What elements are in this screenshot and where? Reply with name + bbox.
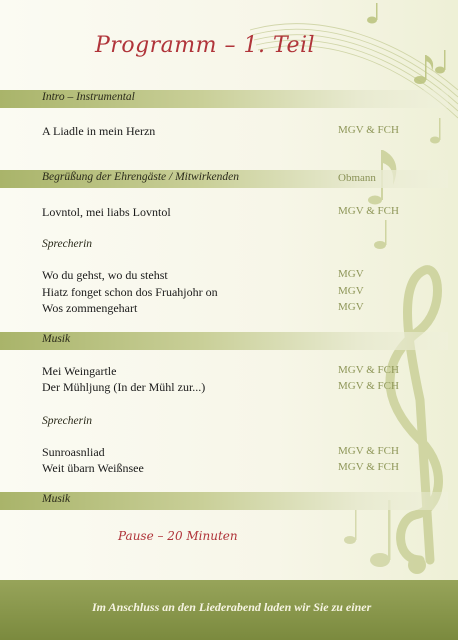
program-item-performer: MGV & FCH: [338, 205, 399, 217]
section-heading: Musik: [42, 493, 71, 505]
program-item-title: Mei Weingartle: [42, 364, 117, 378]
section-heading: Begrüßung der Ehrengäste / Mitwirkenden: [42, 171, 239, 183]
program-item-title: Sunroasnliad: [42, 445, 105, 459]
speaker-label: Sprecherin: [42, 238, 93, 250]
program-item-performer: MGV: [338, 268, 364, 280]
music-note-icon: [344, 500, 391, 567]
program-item-title: Weit übarn Weißnsee: [42, 461, 144, 475]
footer-band: [0, 580, 458, 640]
section-heading-right: Obmann: [338, 172, 376, 184]
program-item-performer: MGV & FCH: [338, 461, 399, 473]
program-item-performer: MGV & FCH: [338, 445, 399, 457]
section-band: [0, 90, 448, 108]
footer-text: Im Anschluss an den Liederabend laden wir Sie zu einer: [92, 600, 372, 614]
program-item-performer: MGV: [338, 301, 364, 313]
program-item-performer: MGV & FCH: [338, 364, 399, 376]
section-band: [0, 170, 448, 188]
program-item-title: Lovntol, mei liabs Lovntol: [42, 205, 171, 219]
section-heading: Intro – Instrumental: [42, 91, 135, 103]
section-band: [0, 332, 448, 350]
program-item-performer: MGV & FCH: [338, 124, 399, 136]
section-band: [0, 492, 448, 510]
pause-note: Pause – 20 Minuten: [118, 529, 238, 543]
program-item-title: Der Mühljung (In der Mühl zur...): [42, 380, 206, 394]
program-item-performer: MGV: [338, 285, 364, 297]
treble-clef-icon: [390, 270, 439, 574]
speaker-label: Sprecherin: [42, 415, 93, 427]
program-item-title: Hiatz fonget schon dos Fruahjohr on: [42, 285, 218, 299]
program-item-title: Wo du gehst, wo du stehst: [42, 268, 168, 282]
program-item-title: A Liadle in mein Herzn: [42, 124, 156, 138]
page-title: Programm – 1. Teil: [95, 33, 316, 58]
program-item-performer: MGV & FCH: [338, 380, 399, 392]
music-note-icon: [367, 3, 446, 84]
program-item-title: Wos zommengehart: [42, 301, 138, 315]
section-heading: Musik: [42, 333, 71, 345]
